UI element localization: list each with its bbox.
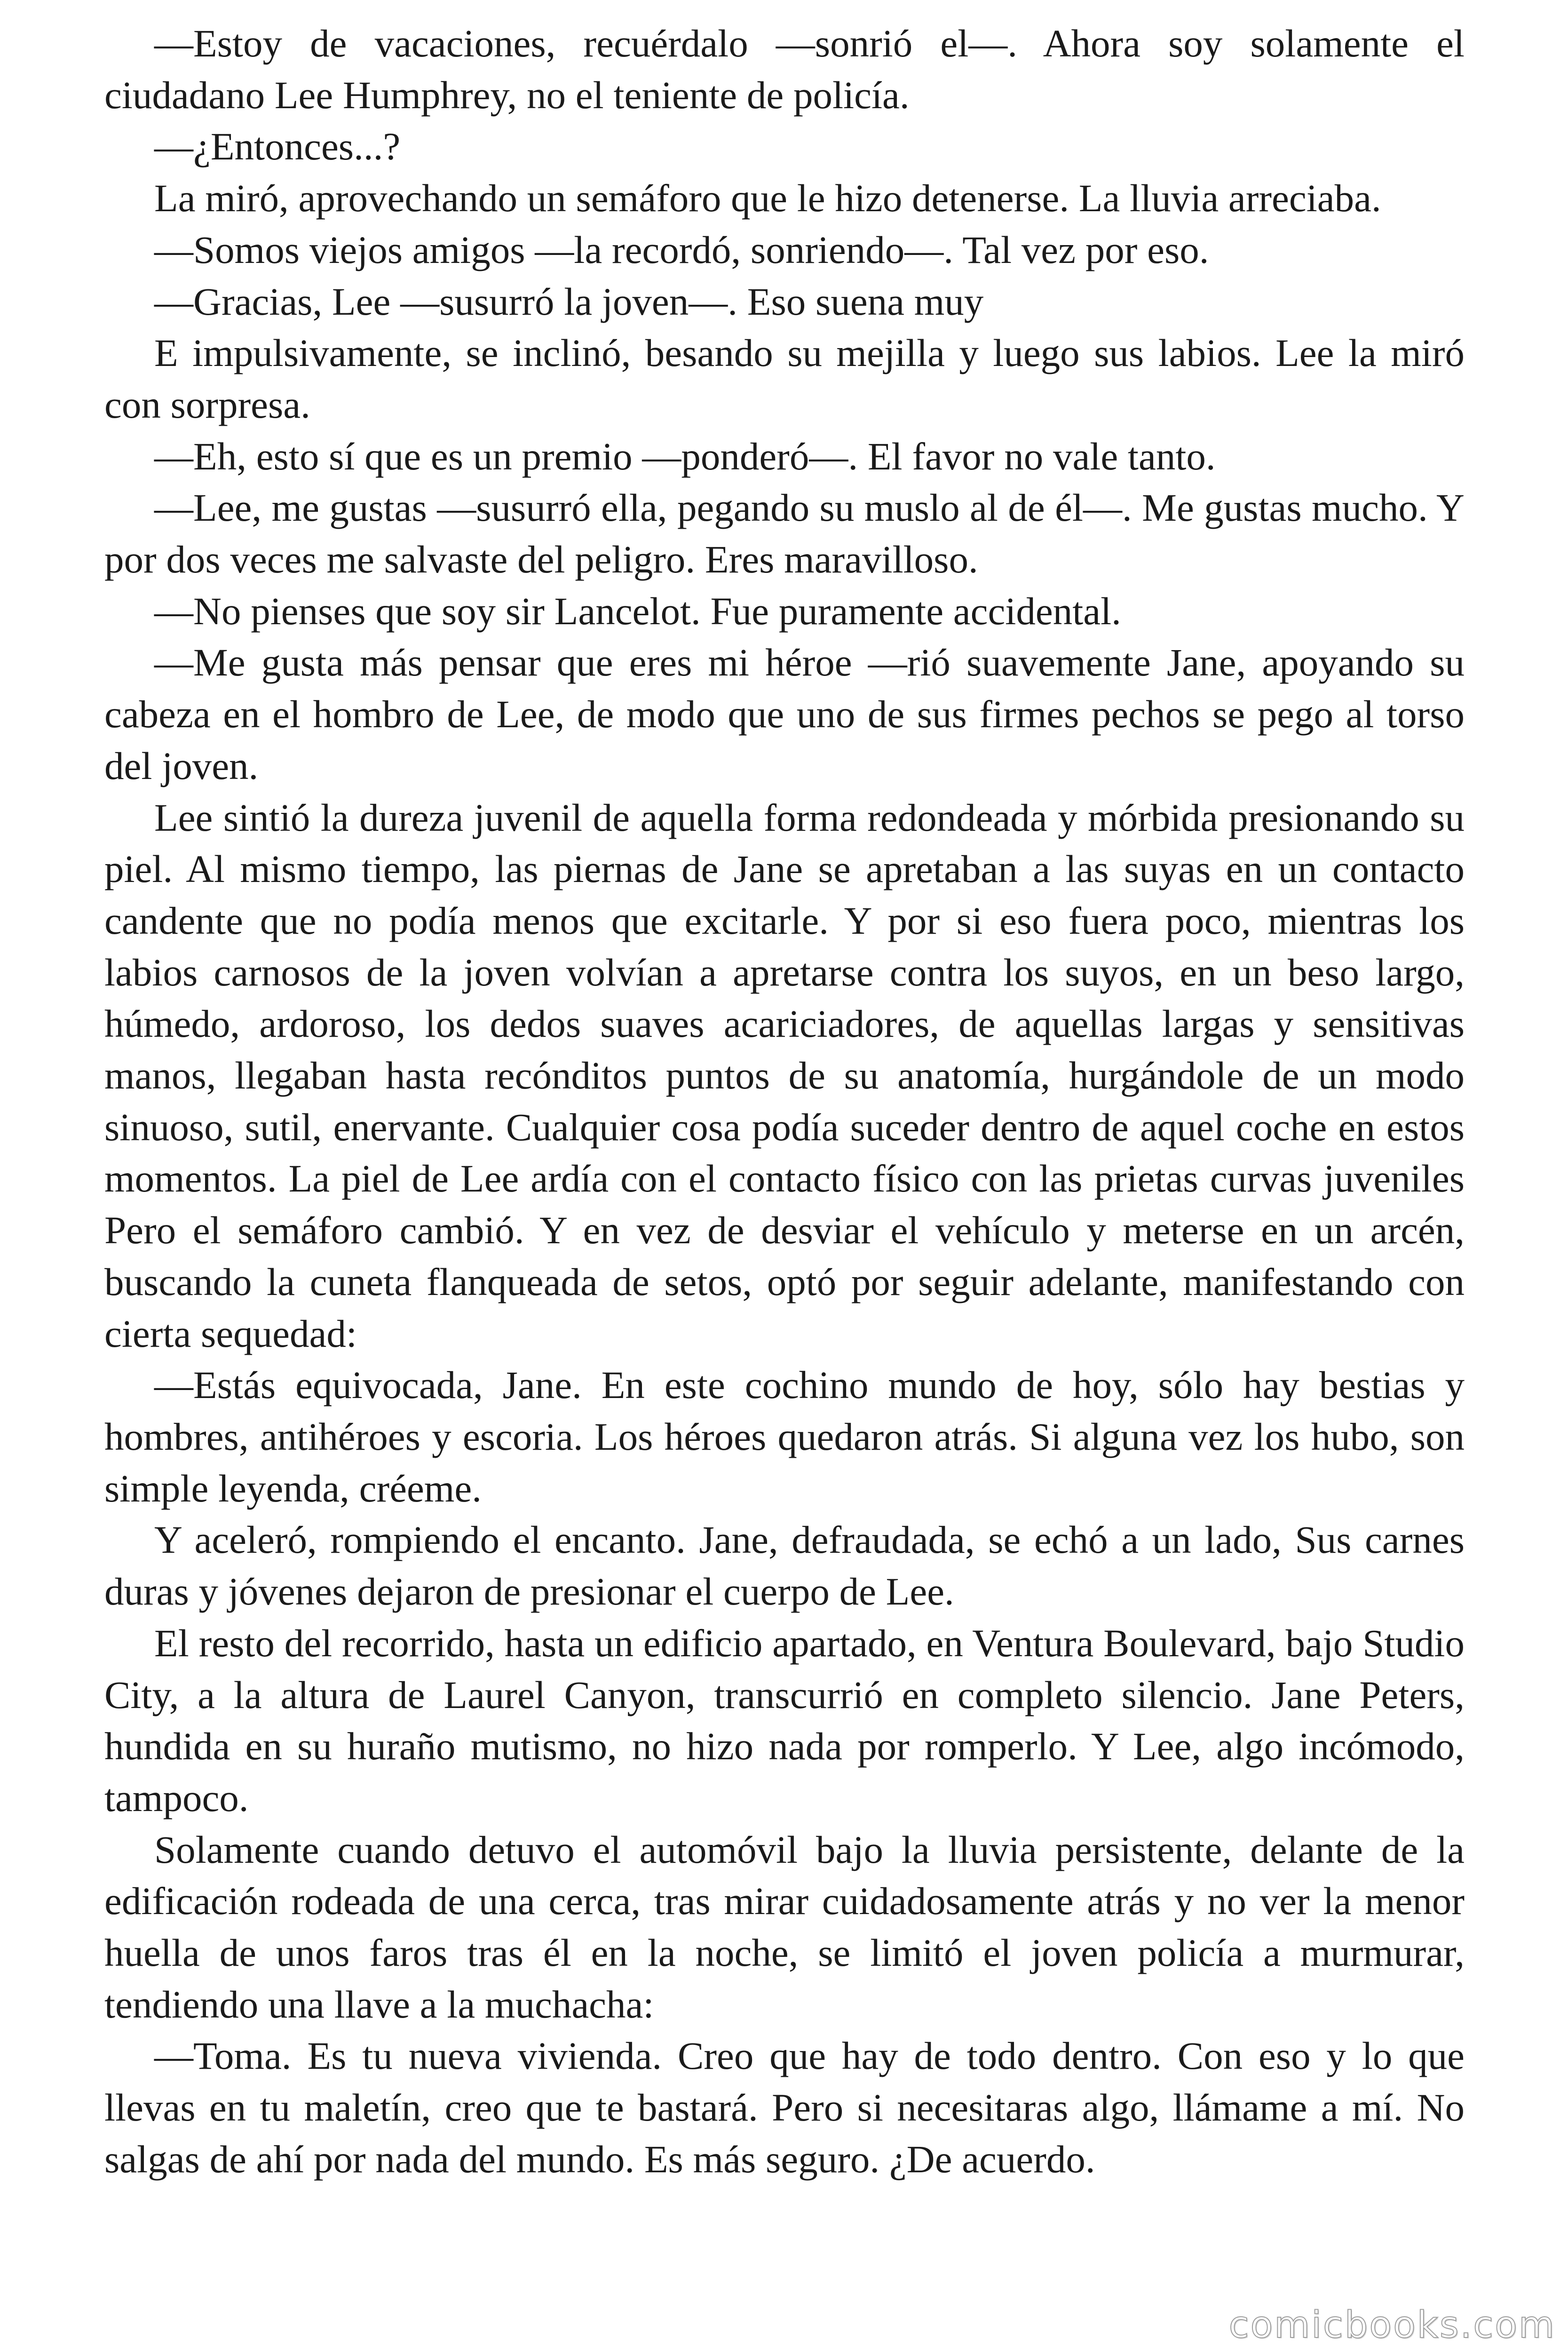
site-watermark: comicbooks.com [1228,2304,1556,2346]
paragraph: —¿Entonces...? [154,125,401,168]
paragraph: —Estoy de vacaciones, recuérdalo —sonrió el—. Ahora soy solamente el ciudadano Lee Humphrey, no el teniente de policía. [104,22,1465,117]
paragraph: Y aceleró, rompiendo el encanto. Jane, defraudada, se echó a un lado, Sus carnes duras y jóvenes dejaron de presionar el cuerpo de Lee. [104,1518,1465,1613]
paragraph: Lee sintió la dureza juvenil de aquella forma redondeada y mórbida presionando su piel. Al mismo tiempo, las piernas de Jane se apretaban a las suyas en un contacto candente que no podía menos que excitarle. Y por si eso fuera poco, mientras los labios carnosos de la joven volvían a apretarse contra los suyos, en un beso largo, húmedo, ardoroso, los dedos suaves acariciadores, de aquellas largas y sensitivas manos, llegaban hasta recónditos puntos de su anatomía, hurgándole de un modo sinuoso, sutil, enervante. Cualquier cosa podía suceder dentro de aquel coche en estos momentos. La piel de Lee ardía con el contacto físico con las prietas curvas juveniles Pero el semáforo cambió. Y en vez de desviar el vehículo y meterse en un arcén, buscando la cuneta flanqueada de setos, optó por seguir adelante, manifestando con cierta sequedad: [104,795,1465,1355]
paragraph: —Estás equivocada, Jane. En este cochino mundo de hoy, sólo hay bestias y hombres, antihéroes y escoria. Los héroes quedaron atrás. Si alguna vez los hubo, son simple leyenda, créeme. [104,1363,1465,1510]
paragraph: —Toma. Es tu nueva vivienda. Creo que hay de todo dentro. Con eso y lo que llevas en tu maletín, creo que te bastará. Pero si necesitaras algo, llámame a mí. No salgas de ahí por nada del mundo. Es más seguro. ¿De acuerdo. [104,2034,1465,2181]
paragraph: Solamente cuando detuvo el automóvil bajo la lluvia persistente, delante de la edificación rodeada de una cerca, tras mirar cuidadosamente atrás y no ver la menor huella de unos faros tras él en la noche, se limitó el joven policía a murmurar, tendiendo una llave a la muchacha: [104,1828,1465,2026]
paragraph: El resto del recorrido, hasta un edificio apartado, en Ventura Boulevard, bajo Studio City, a la altura de Laurel Canyon, transcurrió en completo silencio. Jane Peters, hundida en su huraño mutismo, no hizo nada por romperlo. Y Lee, algo incómodo, tampoco. [104,1621,1465,1820]
paragraph: La miró, aprovechando un semáforo que le hizo detenerse. La lluvia arreciaba. [154,176,1381,220]
paragraph: E impulsivamente, se inclinó, besando su mejilla y luego sus labios. Lee la miró con sorpresa. [104,331,1465,426]
paragraph: —Lee, me gustas —susurró ella, pegando su muslo al de él—. Me gustas mucho. Y por dos veces me salvaste del peligro. Eres maravilloso. [104,486,1465,581]
paragraph: —Somos viejos amigos —la recordó, sonriendo—. Tal vez por eso. [154,228,1209,271]
paragraph: —Me gusta más pensar que eres mi héroe —rió suavemente Jane, apoyando su cabeza en el hombro de Lee, de modo que uno de sus firmes pechos se pego al torso del joven. [104,641,1465,787]
paragraph: —Gracias, Lee —susurró la joven—. Eso suena muy [154,279,984,323]
page-body-text [104,18,1465,2185]
paragraph: —No pienses que soy sir Lancelot. Fue puramente accidental. [154,589,1121,633]
paragraph: —Eh, esto sí que es un premio —ponderó—. El favor no vale tanto. [154,434,1216,478]
